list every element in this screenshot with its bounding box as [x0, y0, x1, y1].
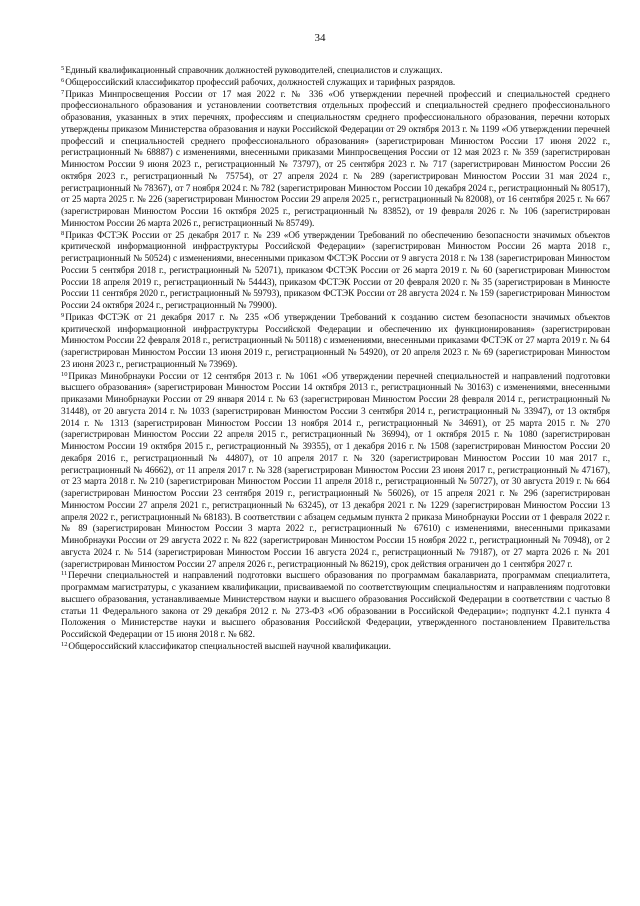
- footnote-12: [61, 642, 610, 654]
- footnote-text: Общероссийский классификатор профессий рабочих, должностей служащих и тарифных разрядов.: [65, 77, 456, 88]
- footnote-marker: 6: [61, 76, 65, 84]
- footnote-marker: 7: [61, 88, 65, 96]
- footnote-text: Приказ ФСТЭК от 21 декабря 2017 г. № 235 «Об утверждении Требований к созданию систем безопасности значимых объектов критической информационной инфраструктуры Российской Федерации и обеспечению их функционирования» (зарегистрирован Минюстом России 22 февраля 2018 г., регистрационный № 50118) с изменениями, внесенными приказами ФСТЭК от 27 марта 2019 г. № 64 (зарегистрирован Минюстом России 13 июня 2019 г., регистрационный № 54920), от 20 апреля 2023 г. № 69 (зарегистрирован Минюстом 23 июня 2023 г., регистрационный № 73969).: [61, 312, 610, 370]
- footnote-marker: 10: [61, 370, 68, 378]
- footnote-marker: 8: [61, 229, 65, 237]
- page-number: 34: [314, 32, 326, 44]
- footnote-8: [61, 231, 610, 313]
- footnote-text: Приказ ФСТЭК России от 25 декабря 2017 г. № 239 «Об утверждении Требований по обеспечению безопасности значимых объектов критической информационной инфраструктуры Российской Федерации» (зарегистрирован Минюстом России 26 марта 2018 г., регистрационный № 50524) с изменениями, внесенными приказом ФСТЭК России от 9 августа 2018 г. № 138 (зарегистрирован Минюстом России 5 сентября 2018 г., регистрационный № 52071), приказом ФСТЭК России от 26 марта 2019 г. № 60 (зарегистрирован Минюстом России 18 апреля 2019 г., регистрационный № 54443), приказом ФСТЭК России от 20 февраля 2020 г. № 35 (зарегистрирован в Минюсте России 11 сентября 2020 г., регистрационный № 59793), приказом ФСТЭК России от 28 августа 2024 г. № 159 (зарегистрирован Минюстом России 24 октября 2024 г., регистрационный № 79900).: [61, 230, 610, 311]
- footnote-10: [61, 372, 610, 572]
- footnote-marker: 11: [61, 570, 68, 578]
- footnote-text: Общероссийский классификатор специальностей высшей научной квалификации.: [68, 641, 391, 652]
- footnote-marker: 12: [61, 640, 68, 648]
- footnote-text: Перечни специальностей и направлений подготовки высшего образования по программам бакалавриата, программам специалитета, программам магистратуры, с указанием квалификации, присваиваемой по соответствующим специальностям и направлениям подготовки высшего образования, устанавливаемые Министерством науки и высшего образования Российской Федерации в соответствии с частью 8 статьи 11 Федерального закона от 29 декабря 2012 г. № 273-ФЗ «Об образовании в Российской Федерации»; подпункт 4.2.1 пункта 4 Положения о Министерстве науки и высшего образования Российской Федерации, утвержденного постановлением Правительства Российской Федерации от 15 июня 2018 г. № 682.: [61, 571, 610, 640]
- footnotes-block: [61, 66, 610, 654]
- footnote-7: [61, 90, 610, 231]
- footnote-text: Приказ Минпросвещения России от 17 мая 2022 г. № 336 «Об утверждении перечней профессий и специальностей среднего профессионального образования и установлении соответствия отдельных профессий и специальностей среднего профессионального образования, указанных в этих перечнях, профессиям и специальностям среднего профессионального образования, перечни которых утверждены приказом Министерства образования и науки Российской Федерации от 29 октября 2013 г. № 1199 «Об утверждении перечней профессий и специальностей среднего профессионального образования» (зарегистрирован Минюстом России 17 июня 2022 г., регистрационный № 68887) с изменениями, внесенными приказами Минпросвещения России от 12 мая 2023 г. № 359 (зарегистрирован Минюстом России 9 июня 2023 г., регистрационный № 73797), от 25 сентября 2023 г. № 717 (зарегистрирован Минюстом России 26 октября 2023 г., регистрационный № 75754), от 27 апреля 2024 г. № 289 (зарегистрирован Минюстом России 31 мая 2024 г., регистрационный № 78367), от 7 ноября 2024 г. № 782 (зарегистрирован Минюстом России 10 декабря 2024 г., регистрационный № 80517), от 25 марта 2025 г. № 226 (зарегистрирован Минюстом России 29 апреля 2025 г., регистрационный № 82008), от 16 сентября 2025 г. № 667 (зарегистрирован Минюстом России 16 октября 2025 г., регистрационный № 83852), от 19 февраля 2026 г. № 106 (зарегистрирован Минюстом России 26 марта 2026 г., регистрационный № 85749).: [61, 89, 610, 229]
- footnote-5: [61, 66, 610, 78]
- footnote-marker: 5: [61, 65, 65, 72]
- footnote-marker: 9: [61, 311, 65, 319]
- footnote-9: [61, 313, 610, 372]
- footnote-11: [61, 571, 610, 642]
- footnote-text: Приказ Минобрнауки России от 12 сентября 2013 г. № 1061 «Об утверждении перечней специальностей и направлений подготовки высшего образования» (зарегистрирован Минюстом России 14 октября 2013 г., регистрационный № 30163) с изменениями, внесенными приказами Минобрнауки России от 29 января 2014 г. № 63 (зарегистрирован Минюстом России 28 февраля 2014 г., регистрационный № 31448), от 20 августа 2014 г. № 1033 (зарегистрирован Минюстом России 3 сентября 2014 г., регистрационный № 33947), от 13 октября 2014 г. № 1313 (зарегистрирован Минюстом России 13 ноября 2014 г., регистрационный № 34691), от 25 марта 2015 г. № 270 (зарегистрирован Минюстом России 22 апреля 2015 г., регистрационный № 36994), от 1 октября 2015 г. № 1080 (зарегистрирован Минюстом России 19 октября 2015 г., регистрационный № 39355), от 1 декабря 2016 г. № 1508 (зарегистрирован Минюстом России 20 декабря 2016 г., регистрационный № 44807), от 10 апреля 2017 г. № 320 (зарегистрирован Минюстом России 10 мая 2017 г., регистрационный № 46662), от 11 апреля 2017 г. № 328 (зарегистрирован Минюстом России 23 июня 2017 г., регистрационный № 47167), от 23 марта 2018 г. № 210 (зарегистрирован Минюстом России 11 апреля 2018 г., регистрационный № 50727), от 30 августа 2019 г. № 664 (зарегистрирован Минюстом России 23 сентября 2019 г., регистрационный № 56026), от 15 апреля 2021 г. № 296 (зарегистрирован Минюстом России 27 апреля 2021 г., регистрационный № 63245), от 13 декабря 2021 г. № 1229 (зарегистрирован Минюстом России 13 апреля 2022 г., регистрационный № 68183). В соответствии с абзацем седьмым пункта 2 приказа Минобрнауки России от 1 февраля 2022 г. № 89 (зарегистрирован Минюстом России 3 марта 2022 г., регистрационный № 67610) с изменениями, внесенными приказами Минобрнауки России от 29 августа 2022 г. № 822 (зарегистрирован Минюстом России 15 ноября 2022 г., регистрационный № 70948), от 2 августа 2024 г. № 514 (зарегистрирован Минюстом России 16 августа 2024 г., регистрационный № 79187), от 27 марта 2026 г. № 201 (зарегистрирован Минюстом России 27 апреля 2026 г., регистрационный № 86219), срок действия ограничен до 1 сентября 2027 г.: [61, 371, 610, 570]
- footnote-6: [61, 78, 610, 90]
- footnote-text: Единый квалификационный справочник должностей руководителей, специалистов и служащих.: [65, 66, 443, 76]
